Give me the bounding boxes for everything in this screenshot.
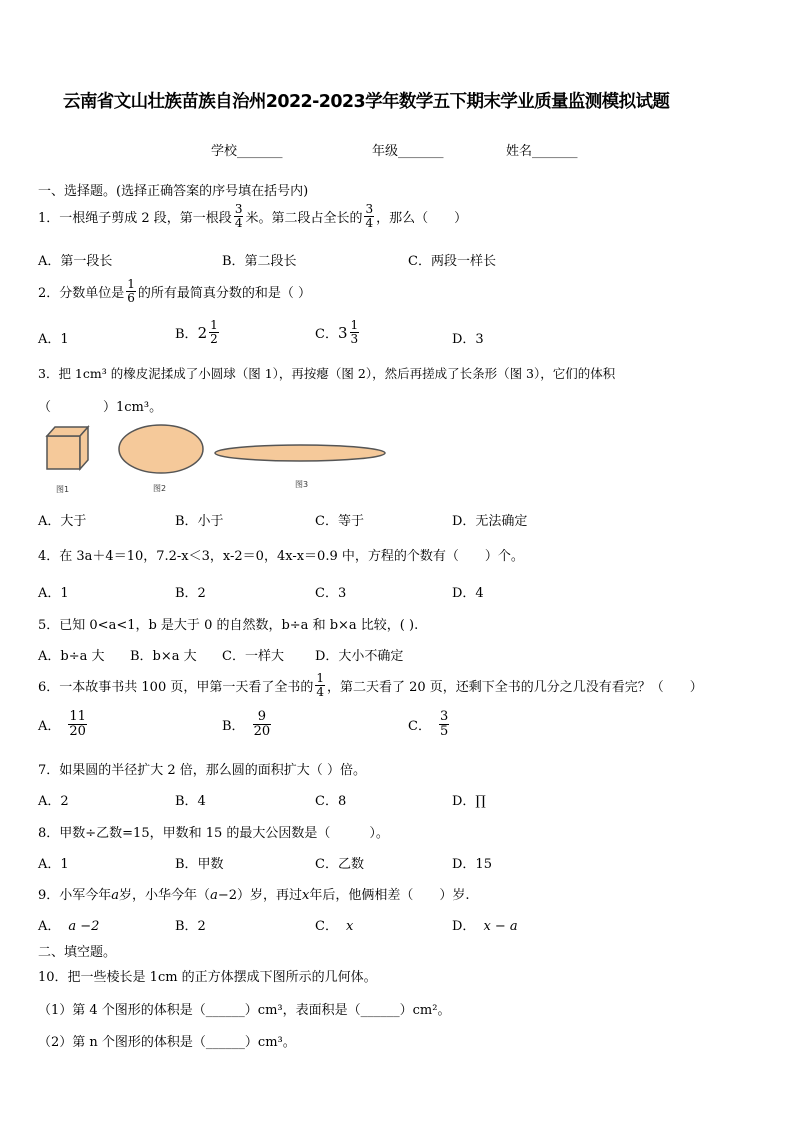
- page-title: 云南省文山壮族苗族自治州2022-2023学年数学五下期末学业质量监测模拟试题: [63, 92, 670, 112]
- q8-option-a: A．1: [38, 857, 69, 872]
- q9-var-a2: a: [210, 888, 218, 903]
- q3-option-b: B．小于: [175, 514, 224, 529]
- q7-option-d: D．∏: [452, 794, 486, 809]
- q9-a-value: a −2: [68, 919, 100, 934]
- q2-frac-num: 1: [127, 277, 135, 291]
- q2-b-label: B．: [175, 327, 198, 343]
- q2-c-fraction: [350, 319, 360, 346]
- question-8: 8．甲数÷乙数=15，甲数和 15 的最大公因数是（ ）。: [38, 826, 389, 841]
- q2-c-whole: 3: [337, 323, 348, 342]
- q8-option-b: B．甲数: [175, 857, 224, 872]
- q4-option-d: D．4: [452, 586, 484, 601]
- q2-option-d: D．3: [452, 332, 484, 347]
- q2-fraction: [126, 278, 136, 305]
- q2-frac-den: 6: [127, 291, 135, 306]
- q7-option-c: C．8: [315, 794, 347, 809]
- q1-frac1-den: 4: [234, 216, 243, 231]
- name-field: 姓名_______: [506, 144, 578, 159]
- q2-text-a: 2．分数单位是: [38, 286, 125, 302]
- q1-text-a: 1．一根绳子剪成 2 段，第一根段: [38, 211, 232, 227]
- q9-var-x: x: [302, 888, 310, 903]
- question-10: 10．把一些棱长是 1cm 的正方体摆成下图所示的几何体。: [38, 970, 377, 985]
- q6-c-den: 5: [439, 724, 449, 740]
- q6-c-fraction: [439, 710, 449, 740]
- question-7: 7．如果圆的半径扩大 2 倍，那么圆的面积扩大（ ）倍。: [38, 763, 366, 778]
- q9-d-label: D．: [452, 919, 476, 934]
- question-3-line-2: （ ）1cm³。: [38, 400, 163, 415]
- q1-option-a: A．第一段长: [38, 254, 113, 269]
- q5-option-a: A．b÷a 大: [38, 649, 105, 664]
- q6-c-num: 3: [439, 709, 449, 724]
- q2-option-b: [175, 319, 221, 346]
- q1-fraction-2: [364, 203, 374, 230]
- q9-text-d: 年后，他俩相差（ ）岁.: [309, 888, 470, 903]
- question-2: [38, 278, 311, 305]
- question-10-part-2: （2）第 n 个图形的体积是（______）cm³。: [38, 1035, 296, 1050]
- q2-b-den: 2: [210, 332, 218, 347]
- q9-option-a: [38, 915, 99, 934]
- q2-b-num: 1: [210, 318, 218, 332]
- question-10-part-1: （1）第 4 个图形的体积是（______）cm³，表面积是（______）cm²。: [38, 1003, 451, 1018]
- question-9: [38, 884, 469, 903]
- section-heading-fill: 二、填空题。: [38, 945, 117, 960]
- q6-c-label: C．: [408, 719, 431, 735]
- q9-option-c: [315, 915, 353, 934]
- grade-field: 年级_______: [372, 144, 444, 159]
- q6-b-den: 20: [253, 724, 271, 740]
- figure-1-caption: 图1: [56, 485, 70, 494]
- q5-option-b: B．b×a 大: [130, 649, 197, 664]
- q9-d-value: x − a: [483, 919, 518, 934]
- q1-text-c: ，那么（ ）: [376, 211, 468, 227]
- q9-text-c: −2）岁，再过: [217, 888, 302, 903]
- figure-2-caption: 图2: [153, 484, 167, 493]
- q3-option-a: A．大于: [38, 514, 87, 529]
- q2-c-label: C．: [315, 327, 338, 343]
- q6-frac-den: 4: [316, 685, 324, 700]
- q9-c-value: x: [345, 919, 354, 934]
- q2-c-den: 3: [350, 332, 359, 347]
- q1-frac2-den: 4: [365, 216, 374, 231]
- q6-option-c: [408, 710, 451, 740]
- q9-a-label: A．: [38, 919, 61, 934]
- q1-option-c: C．两段一样长: [408, 254, 496, 269]
- q2-c-num: 1: [350, 318, 359, 332]
- q9-c-label: C．: [315, 919, 338, 934]
- q9-option-d: [452, 915, 518, 934]
- q2-b-whole: 2: [197, 323, 208, 342]
- question-4: 4．在 3a＋4＝10，7.2-x＜3，x-2＝0，4x-x＝0.9 中，方程的个数有（ ）个。: [38, 549, 524, 564]
- q3-option-d: D．无法确定: [452, 514, 528, 529]
- q2-b-fraction: [209, 319, 219, 346]
- figure-3-strip: [215, 445, 385, 461]
- figure-1-cube: [47, 427, 88, 469]
- q8-option-c: C．乙数: [315, 857, 364, 872]
- q6-option-b: [222, 710, 273, 740]
- q5-option-d: D．大小不确定: [315, 649, 404, 664]
- q6-a-den: 20: [69, 724, 86, 740]
- q8-option-d: D．15: [452, 857, 492, 872]
- q2-option-c: [315, 319, 361, 346]
- school-field: 学校_______: [211, 144, 283, 159]
- q6-a-num: 11: [69, 709, 86, 724]
- q6-text-a: 6．一本故事书共 100 页，甲第一天看了全书的: [38, 680, 314, 696]
- q4-option-c: C．3: [315, 586, 347, 601]
- q6-b-num: 9: [257, 709, 266, 724]
- q3-option-c: C．等于: [315, 514, 364, 529]
- q3-figures: [40, 422, 410, 474]
- q2-text-b: 的所有最简真分数的和是（ ）: [137, 286, 312, 302]
- q9-text-a: 9．小军今年: [38, 888, 112, 903]
- q1-text-b: 米。第二段占全长的: [245, 211, 363, 227]
- q6-option-a: [38, 710, 89, 740]
- q5-option-c: C．一样大: [222, 649, 284, 664]
- section-heading-choice: 一、选择题。(选择正确答案的序号填在括号内): [38, 184, 309, 199]
- q1-frac2-num: 3: [365, 202, 374, 216]
- question-6: [38, 672, 703, 699]
- q1-fraction-1: [234, 203, 244, 230]
- q1-frac1-num: 3: [234, 202, 243, 216]
- q9-text-b: 岁，小华今年（: [119, 888, 211, 903]
- q1-option-b: B．第二段长: [222, 254, 297, 269]
- q6-fraction: [315, 672, 325, 699]
- question-3-line-1: 3．把 1cm³ 的橡皮泥揉成了小圆球（图 1），再按瘪（图 2），然后再搓成了长条形（图 3），它们的体积: [38, 366, 616, 381]
- q2-option-a: A．1: [38, 332, 69, 347]
- q4-option-b: B．2: [175, 586, 206, 601]
- q6-frac-num: 1: [316, 671, 324, 685]
- q9-option-b: B．2: [175, 919, 206, 934]
- q6-b-fraction: [253, 710, 272, 740]
- figure-2-flattened: [119, 425, 203, 473]
- q9-var-a: a: [111, 888, 120, 903]
- question-5: 5．已知 0<a<1，b 是大于 0 的自然数，b÷a 和 b×a 比较，( ).: [38, 618, 419, 633]
- q7-option-b: B．4: [175, 794, 206, 809]
- q7-option-a: A．2: [38, 794, 69, 809]
- figure-3-caption: 图3: [295, 480, 309, 489]
- q6-a-label: A．: [38, 719, 61, 735]
- q6-b-label: B．: [222, 719, 245, 735]
- q6-a-fraction: [68, 710, 87, 740]
- question-1: [38, 203, 467, 230]
- q6-text-b: ，第二天看了 20 页，还剩下全书的几分之几没有看完？（ ）: [327, 680, 703, 696]
- q4-option-a: A．1: [38, 586, 69, 601]
